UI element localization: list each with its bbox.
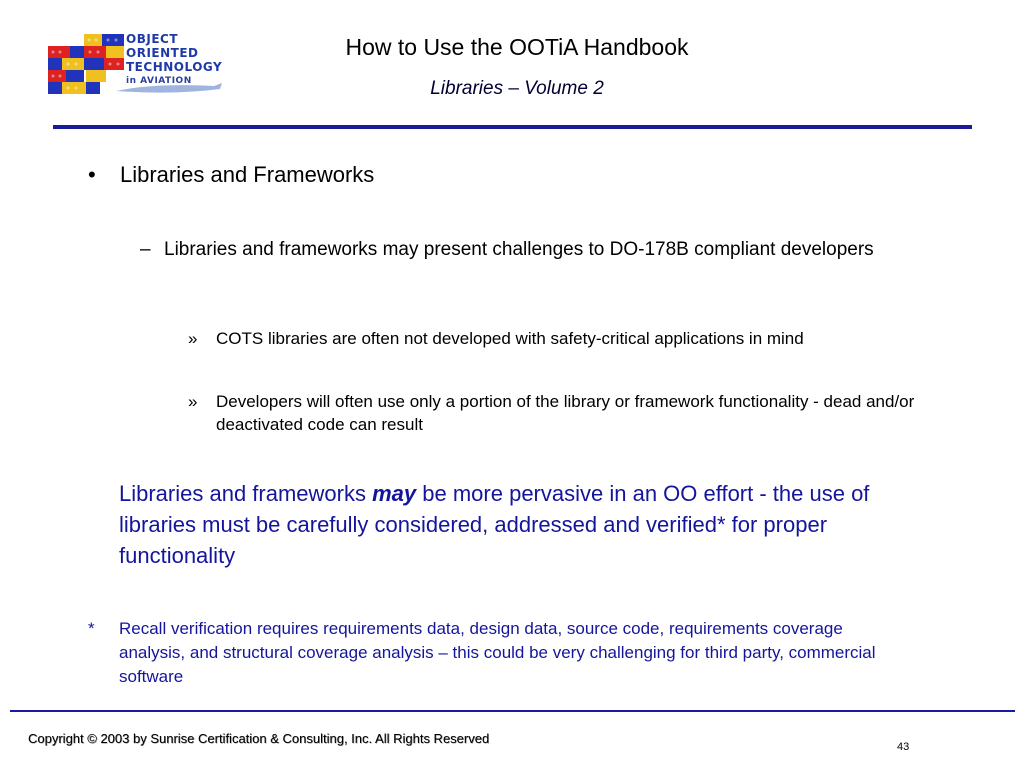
logo-line-4: in AVIATION xyxy=(126,76,192,86)
chevron-mark: » xyxy=(188,329,198,348)
page-number: 43 xyxy=(897,741,910,753)
chevron-mark: » xyxy=(188,392,198,411)
emphasis-after: be more pervasive in an OO effort - the use of libraries must be carefully considered, addressed and verified* for proper functionality xyxy=(119,481,870,568)
logo-line-1: OBJECT xyxy=(126,32,179,46)
bullet-text: Libraries and Frameworks xyxy=(120,162,375,187)
emphasis-bold: may xyxy=(372,481,417,506)
copyright-notice: Copyright © 2003 by Sunrise Certification & Consulting, Inc. All Rights Reserved xyxy=(28,731,490,746)
header-divider xyxy=(53,125,972,129)
dash-mark: – xyxy=(140,239,151,260)
slide-subtitle: Libraries – Volume 2 xyxy=(430,78,604,99)
emphasis-paragraph xyxy=(119,478,949,571)
bullet-text: Developers will often use only a portion of the library or framework functionality - dead and/or deactivated code can result xyxy=(216,392,915,434)
logo-line-3: TECHNOLOGY xyxy=(126,60,223,74)
footer-divider xyxy=(10,710,1015,712)
emphasis-before: Libraries and frameworks xyxy=(119,481,373,506)
footnote-text: Recall verification requires requirements data, design data, source code, requirements coverage analysis, and structural coverage analysis – this could be very challenging for third party, commercial software xyxy=(119,619,876,686)
logo-line-2: ORIENTED xyxy=(126,46,199,60)
footnote-mark: * xyxy=(88,619,95,638)
slide-title: How to Use the OOTiA Handbook xyxy=(345,34,689,60)
bullet-mark: • xyxy=(88,162,96,187)
bullet-text: COTS libraries are often not developed with safety-critical applications in mind xyxy=(216,329,804,348)
bullet-text: Libraries and frameworks may present challenges to DO-178B compliant developers xyxy=(164,239,874,260)
